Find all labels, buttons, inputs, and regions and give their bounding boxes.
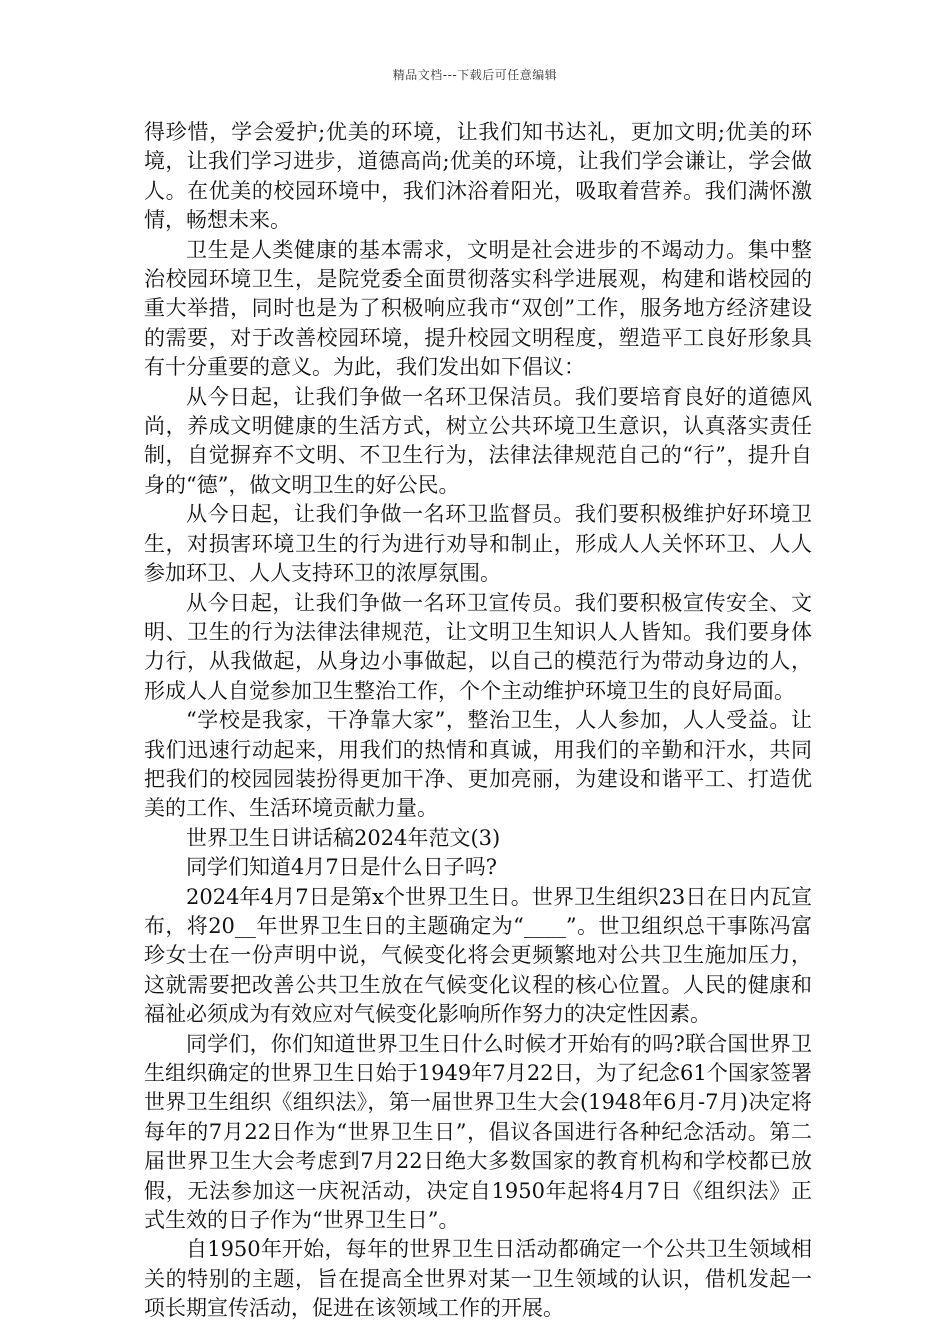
paragraph: 从今日起，让我们争做一名环卫保洁员。我们要培育良好的道德风尚，养成文明健康的生活方式，树立公共环境卫生意识，认真落实责任制，自觉摒弃不文明、不卫生行为，法律法律规范自己的“行”，提升自身的“德”，做文明卫生的好公民。 xyxy=(144,384,812,497)
paragraph: 卫生是人类健康的基本需求，文明是社会进步的不竭动力。集中整治校园环境卫生，是院党委全面贯彻落实科学进展观，构建和谐校园的重大举措，同时也是为了积极响应我市“双创”工作，服务地方经济建设的需要，对于改善校园环境，提升校园文明程度，塑造平工良好形象具有十分重要的意义。为此，我们发出如下倡议： xyxy=(144,237,812,380)
paragraph: 自1950年开始，每年的世界卫生日活动都确定一个公共卫生领域相关的特别的主题，旨在提高全世界对某一卫生领域的认识，借机发起一项长期宣传活动，促进在该领域工作的开展。 xyxy=(144,1237,812,1321)
section-title: 世界卫生日讲话稿2024年范文(3) xyxy=(186,825,501,850)
paragraph: 同学们，你们知道世界卫生日什么时候才开始有的吗?联合国世界卫生组织确定的世界卫生日始于1949年7月22日，为了纪念61个国家签署世界卫生组织《组织法》，第一届世界卫生大会(1948年6月-7月)决定将每年的7月22日作为“世界卫生日”，倡议各国进行各种纪念活动。第二届世界卫生大会考虑到7月22日绝大多数国家的教育机构和学校都已放假，无法参加这一庆祝活动，决定自1950年起将4月7日《组织法》正式生效的日子作为“世界卫生日”。 xyxy=(144,1031,812,1233)
document-body xyxy=(144,118,812,1324)
paragraph: 从今日起，让我们争做一名环卫宣传员。我们要积极宣传安全、文明、卫生的行为法律法律规范，让文明卫生知识人人皆知。我们要身体力行，从我做起，从身边小事做起，以自己的模范行为带动身边的人，形成人人自觉参加卫生整治工作，个个主动维护环境卫生的良好局面。 xyxy=(144,590,812,703)
paragraph: 同学们知道4月7日是什么日子吗? xyxy=(186,855,497,880)
paragraph: 2024年4月7日是第x个世界卫生日。世界卫生组织23日在日内瓦宣布，将20__年世界卫生日的主题确定为“____”。世卫组织总干事陈冯富珍女士在一份声明中说，气候变化将会更频繁地对公共卫生施加压力，这就需要把改善公共卫生放在气候变化议程的核心位置。人民的健康和福祉必须成为有效应对气候变化影响所作努力的决定性因素。 xyxy=(144,884,812,1027)
paragraph: “学校是我家，干净靠大家”，整治卫生，人人参加，人人受益。让我们迅速行动起来，用我们的热情和真诚，用我们的辛勤和汗水，共同把我们的校园园装扮得更加干净、更加亮丽，为建设和谐平工、打造优美的工作、生活环境贡献力量。 xyxy=(144,708,812,821)
page-header: 精品文档---下载后可任意编辑 xyxy=(392,68,558,82)
paragraph: 从今日起，让我们争做一名环卫监督员。我们要积极维护好环境卫生，对损害环境卫生的行为进行劝导和制止，形成人人关怀环卫、人人参加环卫、人人支持环卫的浓厚氛围。 xyxy=(144,502,812,586)
paragraph: 得珍惜，学会爱护;优美的环境，让我们知书达礼，更加文明;优美的环境，让我们学习进步，道德高尚;优美的环境，让我们学会谦让，学会做人。在优美的校园环境中，我们沐浴着阳光，吸取着营养。我们满怀激情，畅想未来。 xyxy=(144,120,812,233)
